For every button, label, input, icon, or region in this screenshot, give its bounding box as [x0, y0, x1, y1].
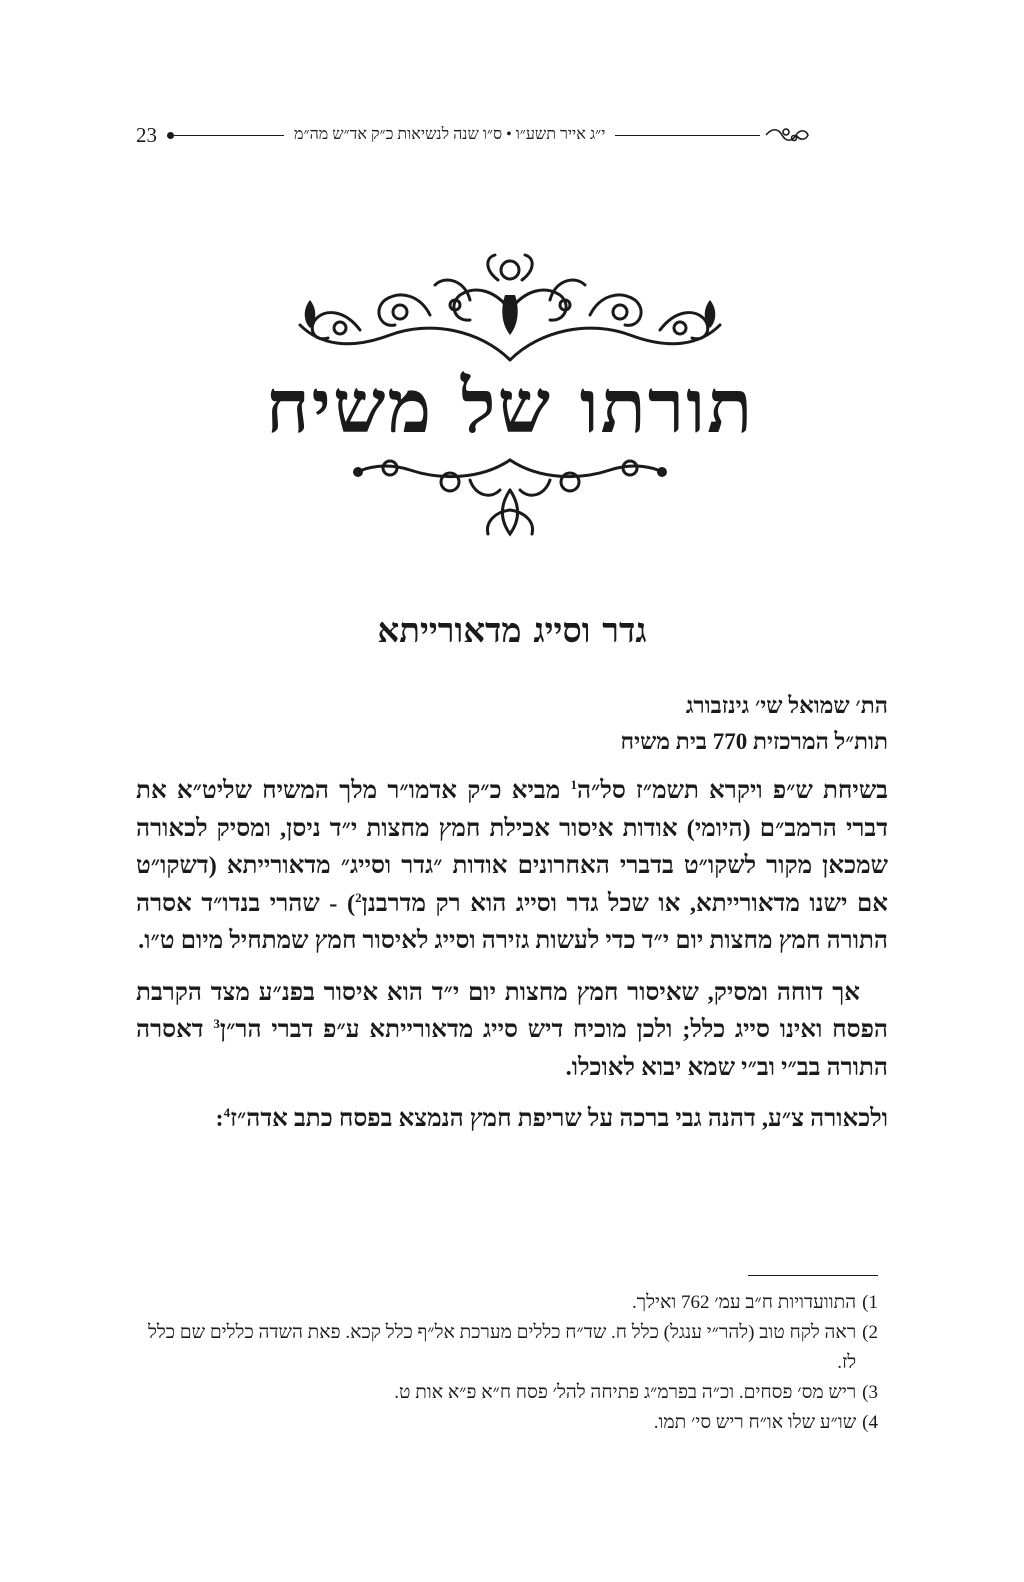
article-title: גדר וסייג מדאורייתא [377, 611, 647, 651]
footnote-text: ראה לקח טוב (להר״י ענגל) כלל ח. שד״ח כללים מערכת אל״ף כלל קכא. פאת השדה כללים שם כלל לז. [147, 1322, 857, 1373]
footnote-item [136, 1288, 878, 1318]
article-body [136, 772, 888, 1152]
header-rule-right [615, 135, 760, 136]
paragraph-text: מביא כ״ק אדמו״ר מלך המשיח שליט״א את דברי הרמב״ם (היומי) אודות איסור אכילת חמץ מחצות י״ד ניסן, ומסיק לכאורה שמכאן מקור לשקו״ט בדברי האחרונים אודות ״גדר וסייג״ מדאורייתא (דשקו״ט אם ישנו מדאורייתא, או שכל גדר וסייג הוא רק מדרבנן [136, 777, 888, 917]
paragraph-text: דאסרה התורה בב״י וב״י שמא יבוא לאוכלו. [136, 1016, 888, 1081]
body-paragraph [136, 772, 888, 960]
footnote-marker: 3 [213, 1015, 220, 1031]
footnote-marker: 1 [570, 776, 577, 792]
footnote-number: 3) [862, 1382, 878, 1403]
footnote-item [136, 1378, 878, 1408]
body-paragraph [136, 974, 888, 1087]
title-ornament-bottom-icon [350, 450, 670, 538]
title-ornament-top-icon [280, 250, 740, 368]
footnote-number: 4) [862, 1412, 878, 1433]
footnotes [136, 1288, 878, 1438]
running-title: י״ג אייר תשע״ו • ס״ו שנה לנשיאות כ״ק אד״ש מה״מ [294, 126, 606, 143]
paragraph-text: : [215, 1105, 224, 1132]
running-header [136, 118, 886, 152]
paragraph-text: ולכאורה צ״ע, דהנה גבי ברכה על שריפת חמץ הנמצא בפסח כתב אדה״ז [230, 1105, 888, 1132]
author-affiliation: תות״ל המרכזית 770 בית משיח [620, 729, 888, 754]
paragraph-text: בשיחת ש״פ ויקרא תשמ״ז סל״ה [576, 777, 888, 804]
footnote-number: 1) [862, 1292, 878, 1313]
page-number: 23 [136, 122, 157, 147]
body-paragraph [136, 1100, 888, 1138]
footnote-text: שו״ע שלו או״ח ריש סי׳ תמו. [653, 1412, 857, 1433]
header-rule-left [174, 135, 284, 136]
paragraph-text: אך דוחה ומסיק, שאיסור חמץ מחצות יום י״ד הוא איסור בפנ״ע מצד הקרבת הפסח ואינו סייג כלל; ולכן מוכיח דיש סייג מדאורייתא ע״פ דברי הר״ן [136, 978, 888, 1043]
footnote-item [136, 1408, 878, 1438]
footnote-marker: 2 [355, 889, 362, 905]
paragraph-text: ) - שהרי בנדו״ד אסרה התורה חמץ מחצות יום י״ד כדי לעשות גזירה וסייג לאיסור חמץ שמתחיל מיום ט״ו. [136, 889, 888, 954]
header-flourish-icon [764, 124, 810, 146]
footnote-number: 2) [862, 1322, 878, 1343]
footnote-text: ריש מס׳ פסחים. וכ״ה בפרמ״ג פתיחה להל׳ פסח ח״א פ״א אות ט. [394, 1382, 857, 1403]
header-bullet [167, 132, 174, 139]
footnote-item [136, 1318, 878, 1378]
footnote-separator [748, 1275, 878, 1276]
byline [136, 688, 888, 760]
author-name: הת׳ שמואל שי׳ גינזבורג [685, 693, 888, 718]
main-title: תורתו של משיח [265, 364, 755, 450]
footnote-marker: 4 [223, 1104, 231, 1120]
footnote-text: התוועדויות ח״ב עמ׳ 762 ואילך. [632, 1292, 857, 1313]
